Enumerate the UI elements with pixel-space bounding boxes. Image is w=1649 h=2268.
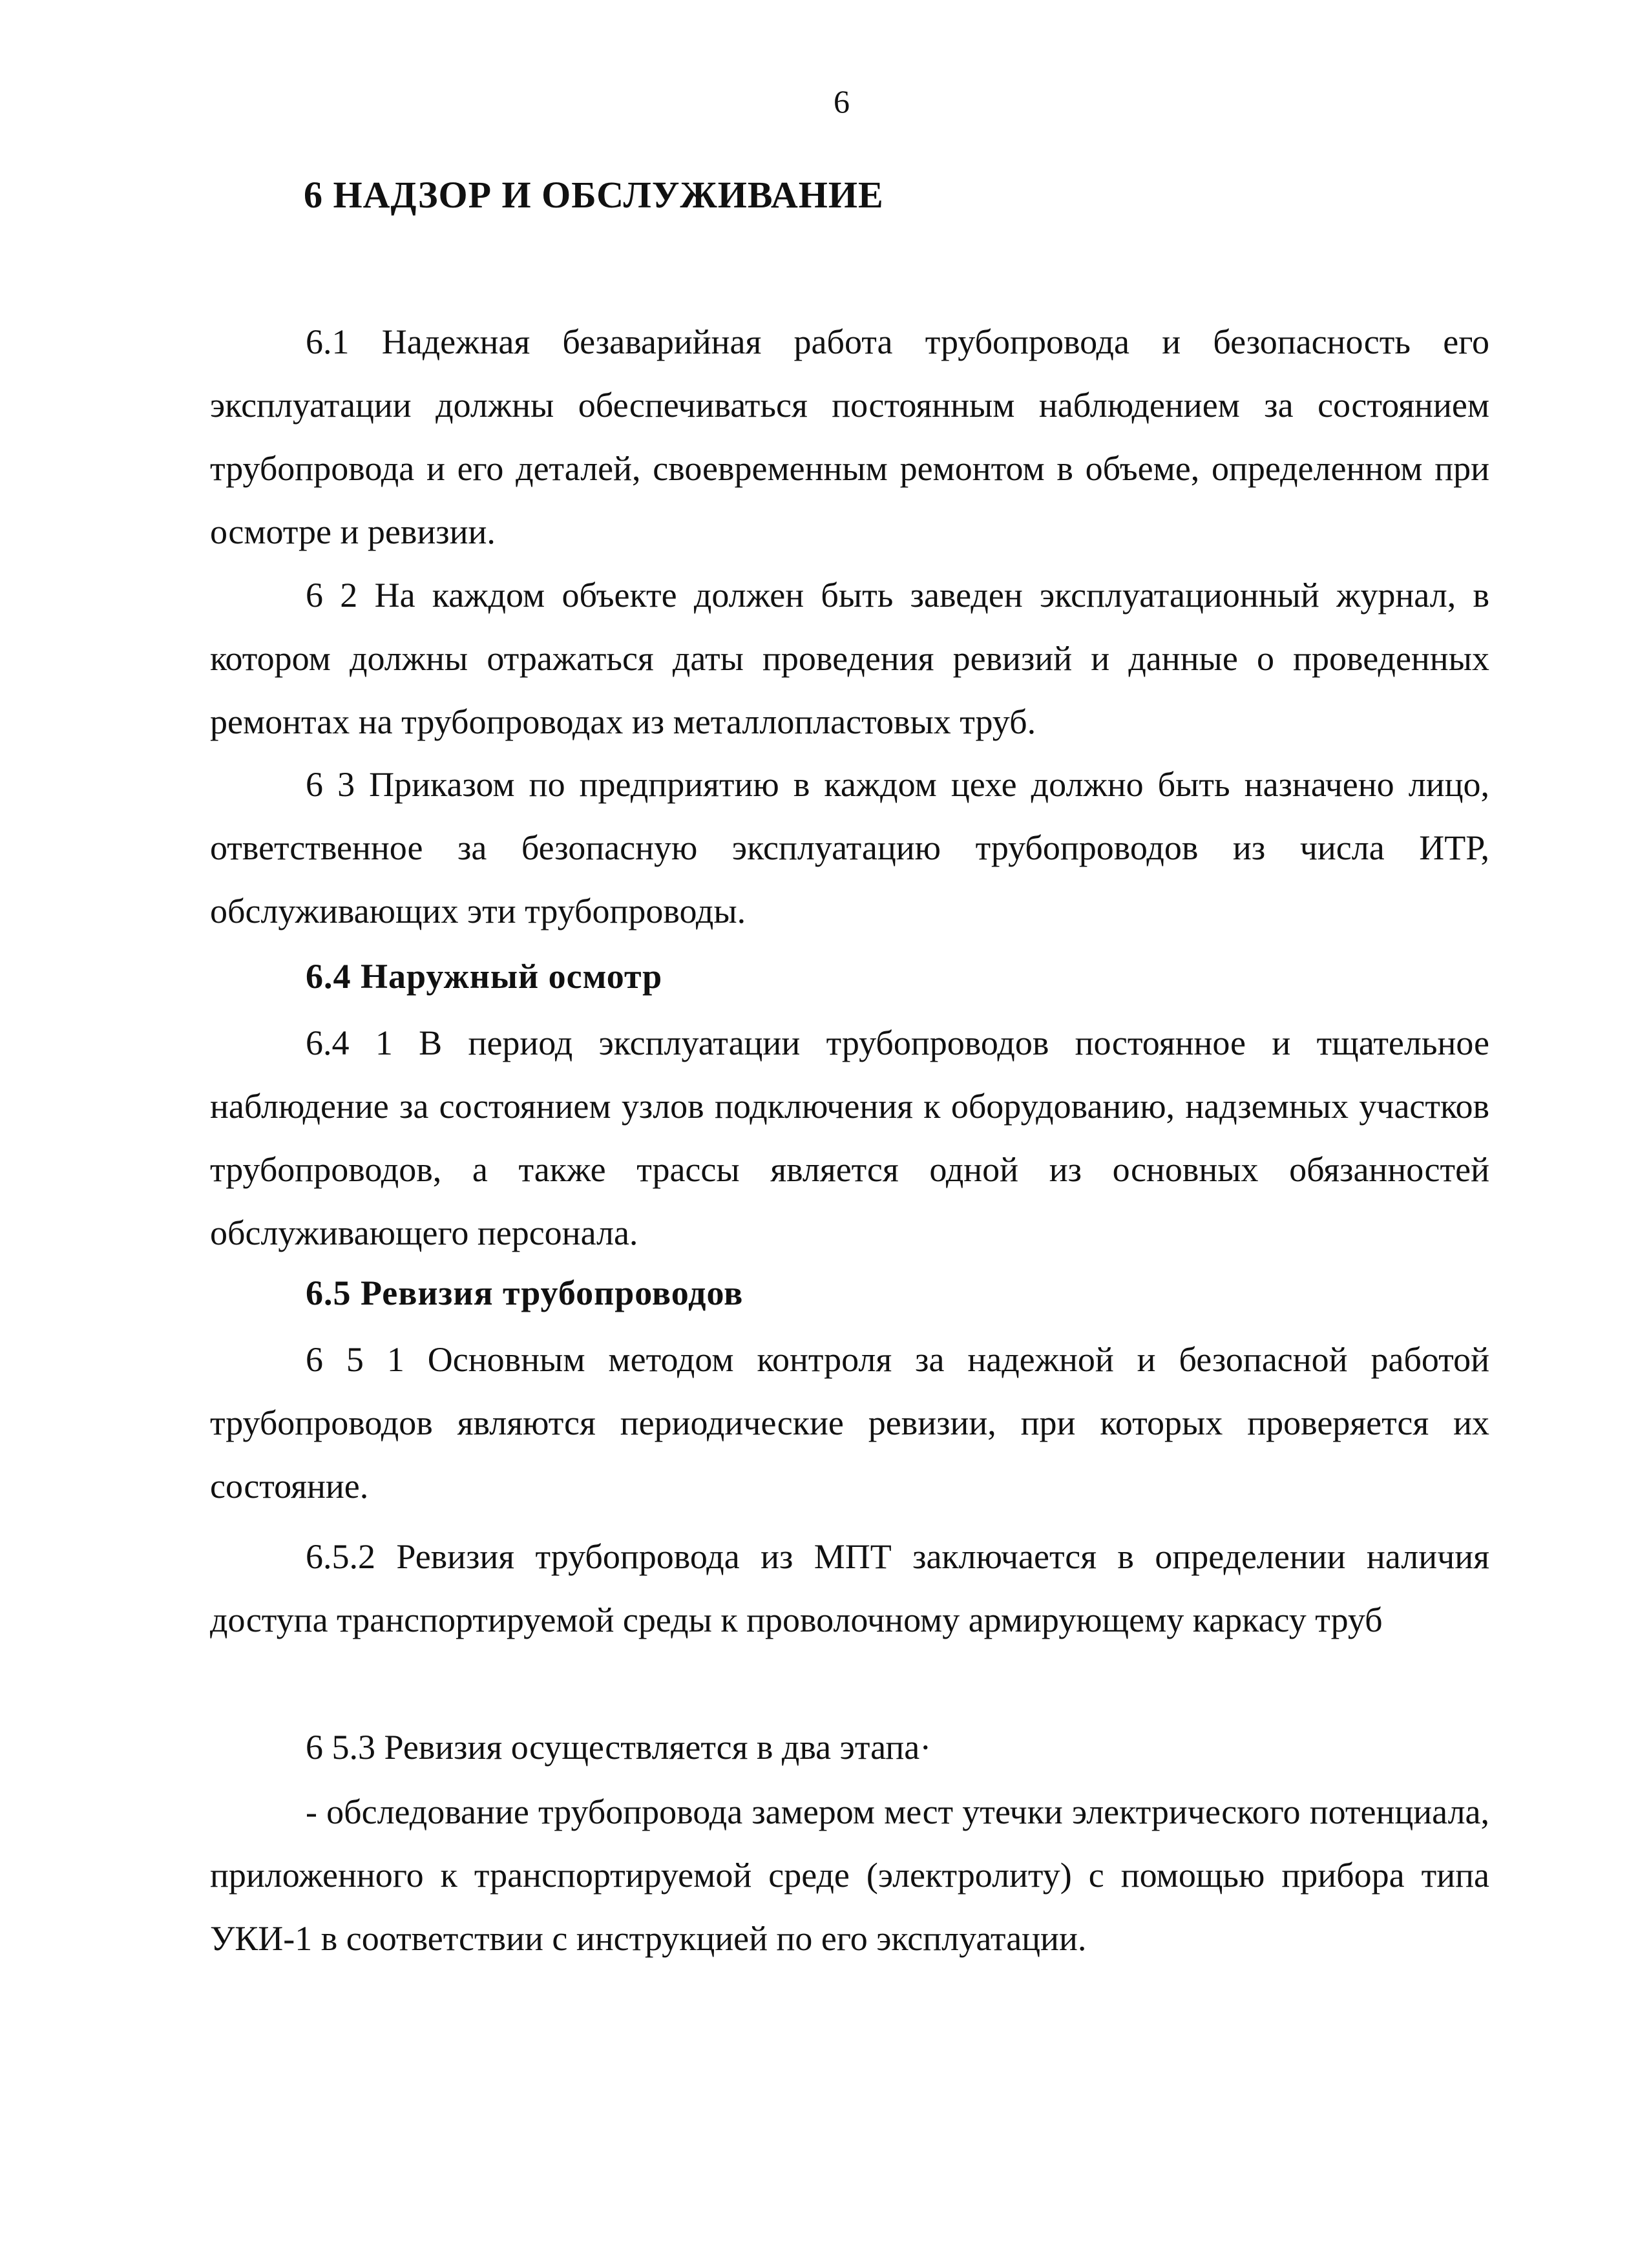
paragraph-6-5-3: 6 5.3 Ревизия осуществляется в два этапа· bbox=[306, 1728, 932, 1767]
subheading-6-5: 6.5 Ревизия трубопроводов bbox=[306, 1274, 744, 1312]
subheading-6-4: 6.4 Наружный осмотр bbox=[306, 957, 663, 996]
section-title: 6 НАДЗОР И ОБСЛУЖИВАНИЕ bbox=[304, 174, 884, 216]
page-number: 6 bbox=[834, 83, 850, 120]
paragraph-6-3: 6 3 Приказом по предприятию в каждом цехе должно быть назначено лицо, ответственное за безопасную эксплуатацию трубопроводов из числа ИТР, обслуживающих эти трубопроводы. bbox=[210, 765, 1489, 930]
paragraph-6-5-1: 6 5 1 Основным методом контроля за надежной и безопасной работой трубопроводов являются периодические ревизии, при которых проверяется их состояние. bbox=[210, 1340, 1489, 1506]
paragraph-6-4-1: 6.4 1 В период эксплуатации трубопроводов постоянное и тщательное наблюдение за состоянием узлов подключения к оборудованию, надземных участков трубопроводов, а также трассы является одной из основных обязанностей обслуживающего персонала. bbox=[210, 1024, 1489, 1252]
paragraph-6-2: 6 2 На каждом объекте должен быть заведен эксплуатационный журнал, в котором должны отражаться даты проведения ревизий и данные о проведенных ремонтах на трубопроводах из металлопластовых труб. bbox=[210, 576, 1489, 741]
paragraph-6-1: 6.1 Надежная безаварийная работа трубопровода и безопасность его эксплуатации должны обеспечиваться постоянным наблюдением за состоянием трубопровода и его деталей, своевременным ремонтом в объеме, определенном при осмотре и ревизии. bbox=[210, 322, 1489, 551]
paragraph-6-5-2: 6.5.2 Ревизия трубопровода из МПТ заключается в определении наличия доступа транспортируемой среды к проволочному армирующему каркасу труб bbox=[210, 1537, 1489, 1639]
bullet-item: - обследование трубопровода замером мест утечки электрического потенциала, приложенного к транспортируемой среде (электролиту) с помощью прибора типа УКИ-1 в соответствии с инструкцией по его эксплуатации. bbox=[210, 1792, 1489, 1958]
